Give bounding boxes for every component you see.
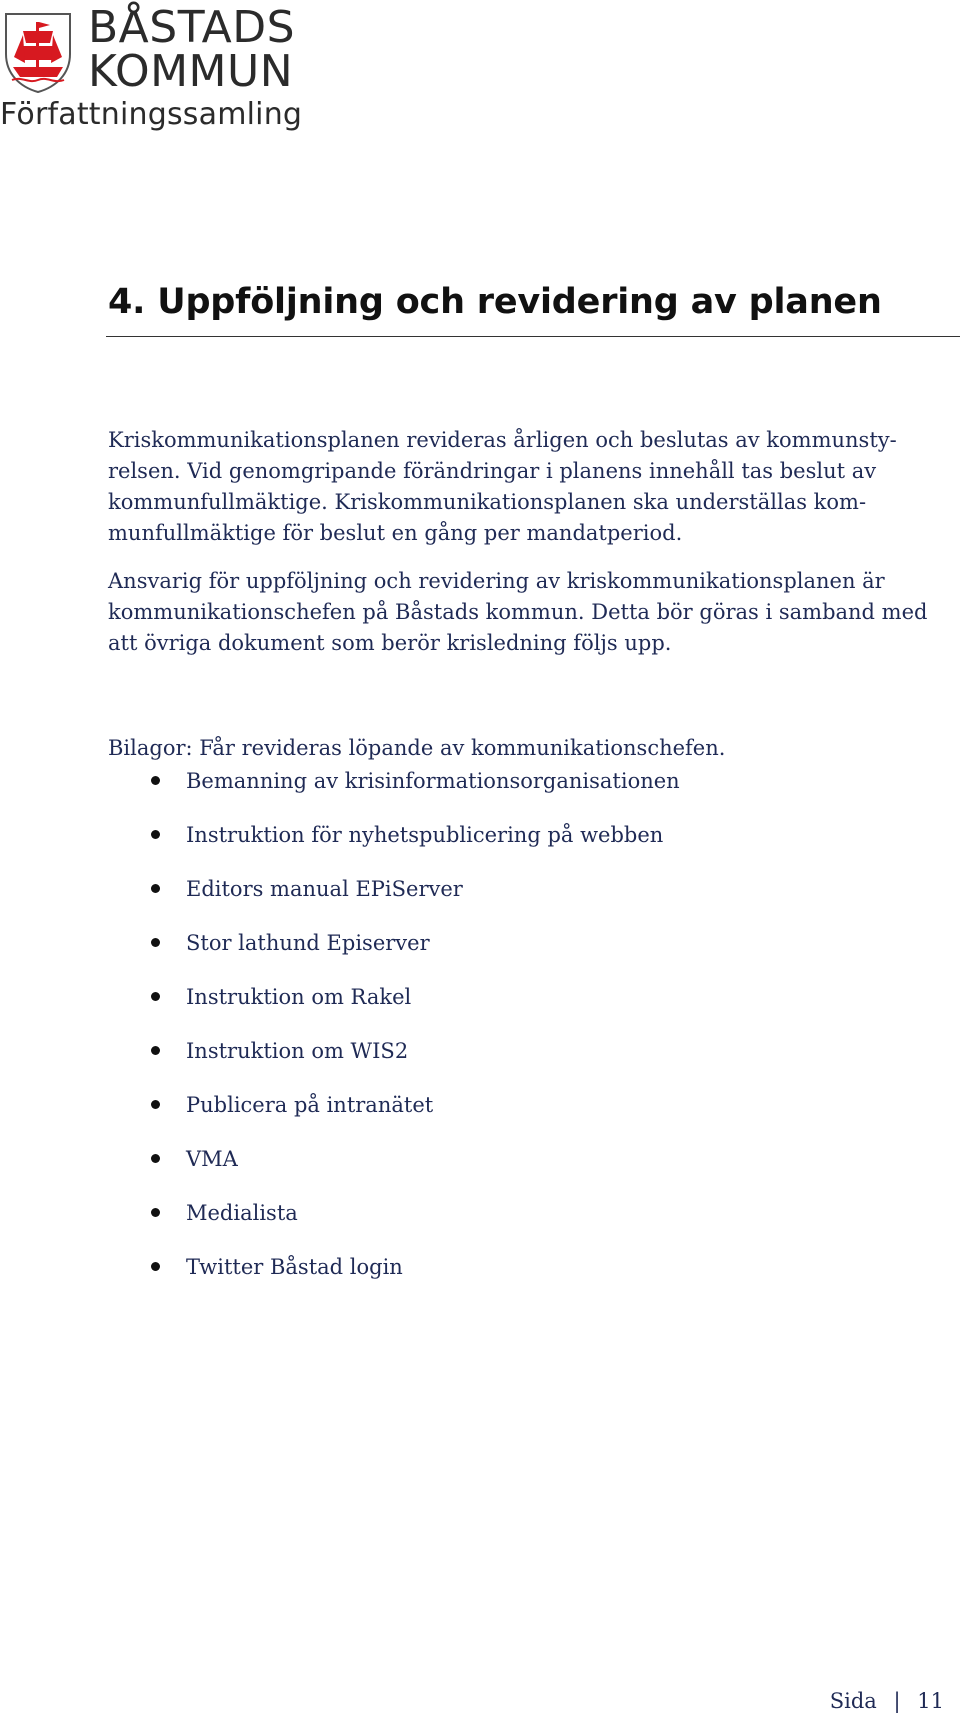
attachments-intro-paragraph: Bilagor: Får revideras löpande av kommunikationschefen. bbox=[108, 736, 726, 760]
bullet-icon bbox=[151, 992, 160, 1001]
publication-collection-title: Författningssamling bbox=[0, 97, 303, 132]
municipal-coat-of-arms-ship-icon bbox=[2, 10, 74, 94]
bullet-icon bbox=[151, 830, 160, 839]
attachment-label: Medialista bbox=[186, 1201, 298, 1225]
attachment-item bbox=[0, 1244, 960, 1298]
attachment-label: Publicera på intranätet bbox=[186, 1093, 434, 1117]
section-heading: 4. Uppföljning och revidering av planen bbox=[108, 282, 882, 322]
bullet-icon bbox=[151, 884, 160, 893]
bullet-icon bbox=[151, 1154, 160, 1163]
document-header bbox=[0, 0, 320, 140]
bullet-icon bbox=[151, 776, 160, 785]
bullet-icon bbox=[151, 1262, 160, 1271]
attachment-label: Instruktion om Rakel bbox=[186, 985, 412, 1009]
heading-divider bbox=[106, 336, 960, 337]
coat-of-arms-logo bbox=[2, 10, 74, 94]
attachment-item bbox=[0, 866, 960, 920]
attachment-item bbox=[0, 1136, 960, 1190]
bullet-icon bbox=[151, 938, 160, 947]
attachment-label: Instruktion för nyhetspublicering på webben bbox=[186, 823, 664, 847]
bullet-icon bbox=[151, 1100, 160, 1109]
attachment-item bbox=[0, 1028, 960, 1082]
attachment-item bbox=[0, 1190, 960, 1244]
attachment-label: VMA bbox=[186, 1147, 238, 1171]
attachment-label: Twitter Båstad login bbox=[186, 1255, 403, 1279]
attachment-item bbox=[0, 758, 960, 812]
attachment-label: Stor lathund Episerver bbox=[186, 931, 430, 955]
attachment-label: Bemanning av krisinformationsorganisationen bbox=[186, 769, 680, 793]
attachment-item bbox=[0, 974, 960, 1028]
brand-name-line-2: KOMMUN bbox=[88, 46, 294, 97]
attachment-label: Instruktion om WIS2 bbox=[186, 1039, 409, 1063]
attachment-item bbox=[0, 812, 960, 866]
attachment-item bbox=[0, 920, 960, 974]
plan-revision-paragraph: Kriskommunikationsplanen revideras årligen och beslutas av kommunsty-relsen. Vid genomgripande förändringar i planens innehåll tas beslut av kommunfullmäktige. Kriskommunikationsplanen ska underställas kom-munfullmäktige för beslut en gång per mandatperiod. bbox=[108, 428, 897, 545]
attachment-item bbox=[0, 1082, 960, 1136]
brand-name-line-1: BÅSTADS bbox=[88, 2, 296, 53]
attachment-label: Editors manual EPiServer bbox=[186, 877, 463, 901]
attachments-list bbox=[0, 758, 960, 1298]
bullet-icon bbox=[151, 1208, 160, 1217]
bullet-icon bbox=[151, 1046, 160, 1055]
responsibility-paragraph: Ansvarig för uppföljning och revidering av kriskommunikationsplanen är kommunikationschefen på Båstads kommun. Detta bör göras i samband med att övriga dokument som berör krisledning följs upp. bbox=[108, 569, 928, 655]
page-number: 11 bbox=[917, 1689, 944, 1713]
page-label: Sida bbox=[829, 1689, 877, 1713]
page-separator: | bbox=[893, 1689, 901, 1713]
page-footer bbox=[830, 1687, 944, 1715]
